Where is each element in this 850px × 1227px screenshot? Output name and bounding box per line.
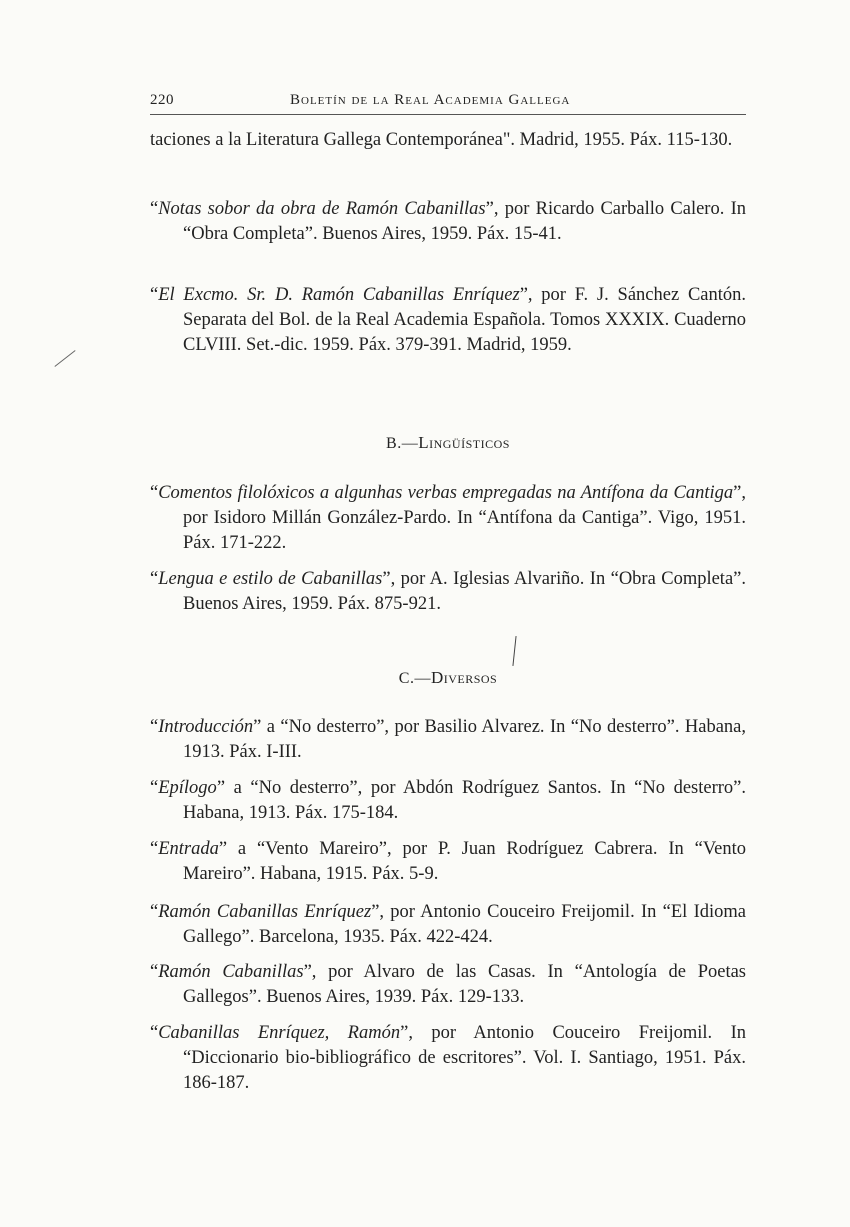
entry-title: Lengua e estilo de Cabanillas [158,569,383,589]
pen-mark [512,636,516,666]
entry-text: taciones a la Literatura Gallega Contemporánea". Madrid, 1955. Páx. 115-130. [150,130,733,150]
bibliography-entry [150,837,746,887]
bibliography-entry [150,283,746,358]
running-title: Boletín de la Real Academia Gallega [290,92,571,108]
bibliography-entry [150,197,746,247]
entry-open-quote: “ [150,569,159,589]
entry-title: Introducción [158,717,254,737]
page-number: 220 [150,92,174,108]
entry-open-quote: “ [150,199,159,219]
entry-text: ”, por Isidoro Millán González-Pardo. In “Antífona da Cantiga”. Vigo, 1951. Páx. 171-222. [183,483,746,553]
entry-text: ”, por F. J. Sánchez Cantón. Separata del Bol. de la Real Academia Española. Tomos XXXIX. Cuaderno CLVIII. Set.-dic. 1959. Páx. 379-391. Madrid, 1959. [183,285,747,355]
bibliography-entry [150,715,746,765]
section-heading-b [150,433,746,453]
entry-title: Entrada [158,839,219,859]
entry-title: Ramón Cabanillas Enríquez [158,902,372,922]
bibliography-entry [150,567,746,617]
entry-text: ”, por Antonio Couceiro Freijomil. In “El Idioma Gallego”. Barcelona, 1935. Páx. 422-424. [183,902,746,947]
bibliography-entry [150,776,746,826]
entry-title: Epílogo [158,778,217,798]
entry-title: Cabanillas Enríquez, Ramón [158,1023,401,1043]
bibliography-entry [150,481,746,556]
entry-open-quote: “ [150,962,159,982]
entry-open-quote: “ [150,778,159,798]
entry-title: Comentos filolóxicos a algunhas verbas empregadas na Antífona da Cantiga [158,483,734,503]
entry-text: ” a “No desterro”, por Basilio Alvarez. In “No desterro”. Habana, 1913. Páx. I-III. [183,717,746,762]
section-prefix: B.— [386,435,419,452]
entry-text: ” a “Vento Mareiro”, por P. Juan Rodríguez Cabrera. In “Vento Mareiro”. Habana, 1915. Páx. 5-9. [183,839,746,884]
entry-text: ”, por Alvaro de las Casas. In “Antología de Poetas Gallegos”. Buenos Aires, 1939. Páx. 129-133. [183,962,746,1007]
entry-text: ”, por A. Iglesias Alvariño. In “Obra Completa”. Buenos Aires, 1959. Páx. 875-921. [183,569,746,614]
bibliography-entry [150,900,746,950]
section-title: Lingüísticos [418,433,510,452]
bibliography-entry [150,960,746,1010]
section-prefix: C.— [398,670,431,687]
entry-open-quote: “ [150,902,159,922]
entry-open-quote: “ [150,717,159,737]
page-header [150,90,746,115]
entry-title: Ramón Cabanillas [158,962,304,982]
entry-text: ”, por Ricardo Carballo Calero. In “Obra Completa”. Buenos Aires, 1959. Páx. 15-41. [183,199,747,244]
margin-pen-mark [54,350,75,367]
bibliography-entry [150,1021,746,1096]
entry-open-quote: “ [150,483,159,503]
entry-open-quote: “ [150,285,159,305]
bibliography-entry [150,128,746,153]
section-title: Diversos [430,668,498,687]
entry-open-quote: “ [150,1023,159,1043]
entry-title: Notas sobor da obra de Ramón Cabanillas [158,199,486,219]
section-heading-c [150,668,746,688]
entry-open-quote: “ [150,839,159,859]
entry-text: ” a “No desterro”, por Abdón Rodríguez Santos. In “No desterro”. Habana, 1913. Páx. 175-184. [183,778,746,823]
entry-text: ”, por Antonio Couceiro Freijomil. In “Diccionario bio-bibliográfico de escritores”. Vol. I. Santiago, 1951. Páx. 186-187. [183,1023,747,1093]
entry-title: El Excmo. Sr. D. Ramón Cabanillas Enríquez [158,285,520,305]
